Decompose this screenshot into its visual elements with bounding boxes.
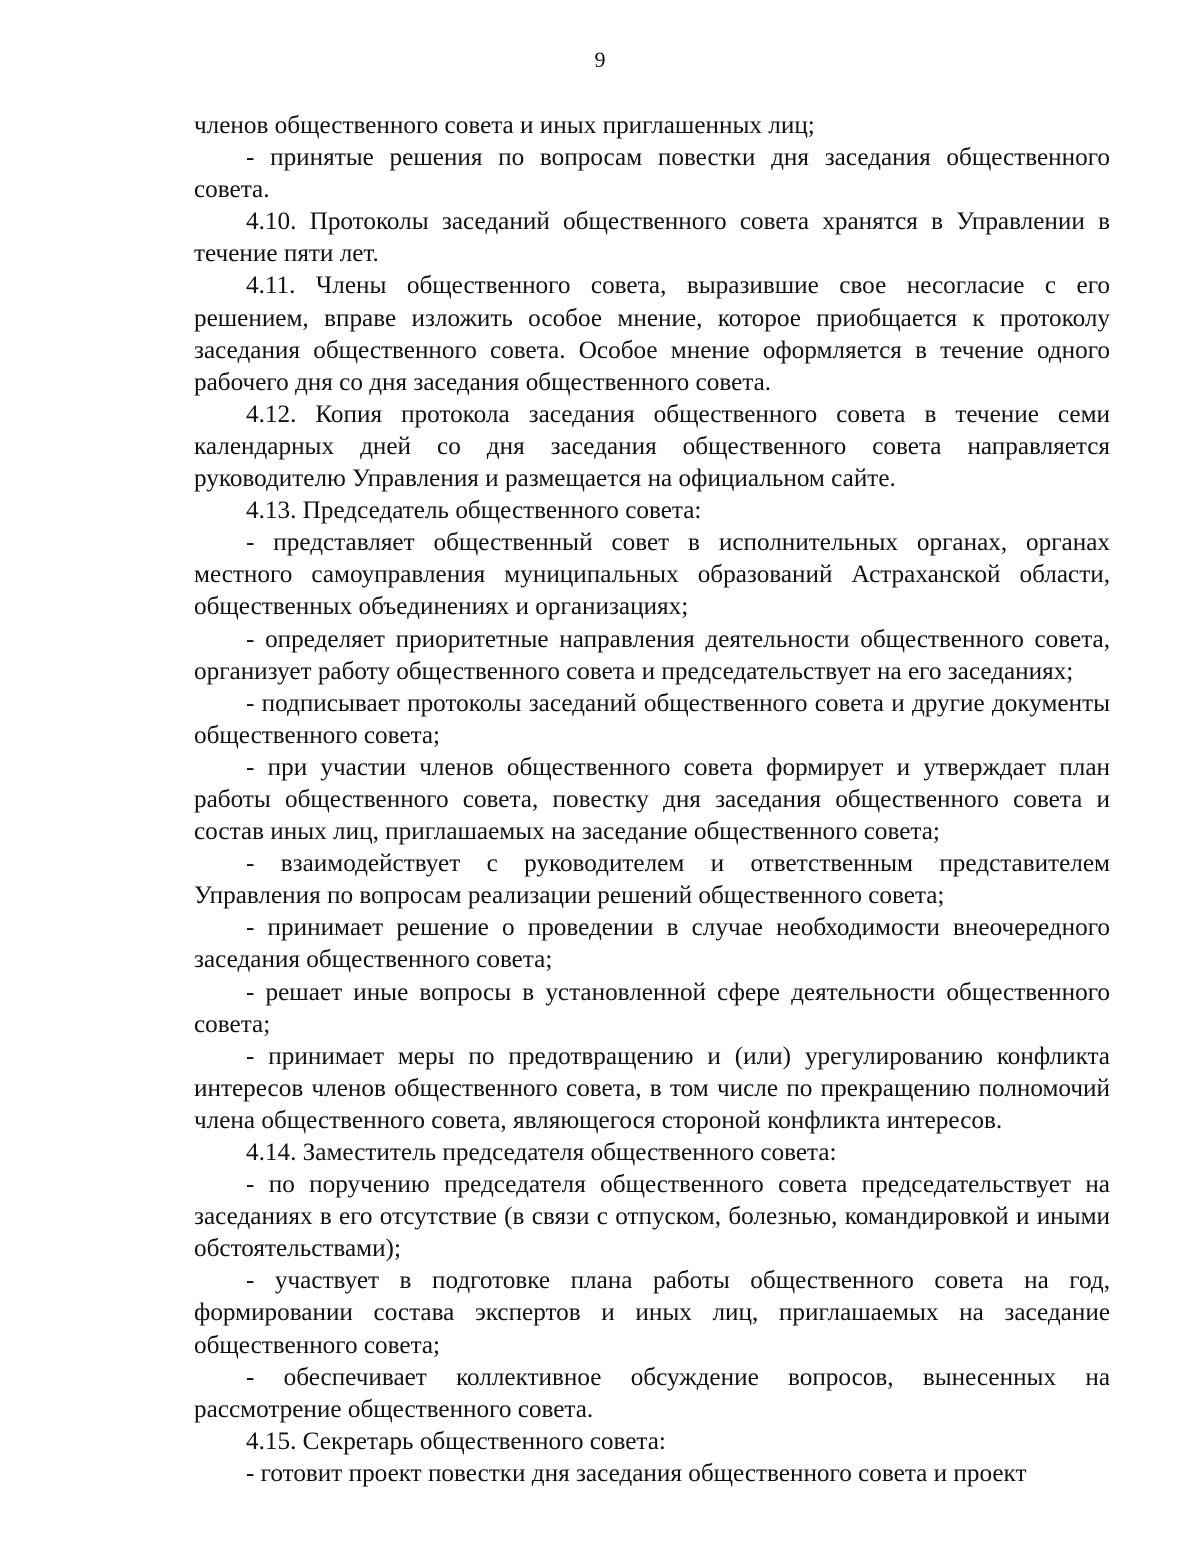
paragraph: 4.10. Протоколы заседаний общественного совета хранятся в Управлении в течение пяти лет.: [194, 208, 1110, 268]
paragraph: 4.14. Заместитель председателя общественного совета:: [246, 1139, 837, 1166]
paragraph: - решает иные вопросы в установленной сфере деятельности общественного совета;: [194, 978, 1110, 1038]
paragraph: - при участии членов общественного совета формирует и утверждает план работы общественного совета, повестку дня заседания общественного совета и состав иных лиц, приглашаемых на заседание общественного совета;: [194, 753, 1110, 846]
paragraph: - обеспечивает коллективное обсуждение вопросов, вынесенных на рассмотрение общественного совета.: [194, 1363, 1110, 1423]
paragraph: - участвует в подготовке плана работы общественного совета на год, формировании состава экспертов и иных лиц, приглашаемых на заседание общественного совета;: [194, 1267, 1110, 1359]
paragraph: - определяет приоритетные направления деятельности общественного совета, организует работу общественного совета и председательствует на его заседаниях;: [194, 625, 1110, 685]
paragraph: - принятые решения по вопросам повестки дня заседания общественного совета.: [194, 144, 1110, 204]
paragraph: 4.13. Председатель общественного совета:: [246, 497, 702, 525]
paragraph: - принимает решение о проведении в случае необходимости внеочередного заседания общественного совета;: [194, 914, 1110, 974]
paragraph: - представляет общественный совет в исполнительных органах, органах местного самоуправления муниципальных образований Астраханской области, общественных объединениях и организациях;: [194, 529, 1110, 621]
paragraph: 4.15. Секретарь общественного совета:: [246, 1427, 666, 1455]
paragraph: членов общественного совета и иных приглашенных лиц;: [194, 112, 815, 139]
paragraph: - готовит проект повестки дня заседания общественного совета и проект: [246, 1459, 1027, 1487]
paragraph: 4.11. Члены общественного совета, выразившие свое несогласие с его решением, вправе изложить особое мнение, которое приобщается к протоколу заседания общественного совета. Особое мнение оформляется в течение одного рабочего дня со дня заседания общественного совета.: [194, 272, 1110, 396]
paragraph: - принимает меры по предотвращению и (или) урегулированию конфликта интересов членов общественного совета, в том числе по прекращению полномочий члена общественного совета, являющегося стороной конфликта интересов.: [194, 1042, 1110, 1134]
page-number: 9: [594, 47, 606, 72]
paragraph: - подписывает протоколы заседаний общественного совета и другие документы общественного совета;: [194, 689, 1110, 749]
document-body: [194, 110, 1110, 1490]
paragraph: - по поручению председателя общественного совета председательствует на заседаниях в его отсутствие (в связи с отпуском, болезнью, командировкой и иными обстоятельствами);: [194, 1171, 1110, 1263]
paragraph: 4.12. Копия протокола заседания общественного совета в течение семи календарных дней со дня заседания общественного совета направляется руководителю Управления и размещается на официальном сайте.: [194, 400, 1110, 493]
paragraph: - взаимодействует с руководителем и ответственным представителем Управления по вопросам реализации решений общественного совета;: [194, 850, 1110, 910]
